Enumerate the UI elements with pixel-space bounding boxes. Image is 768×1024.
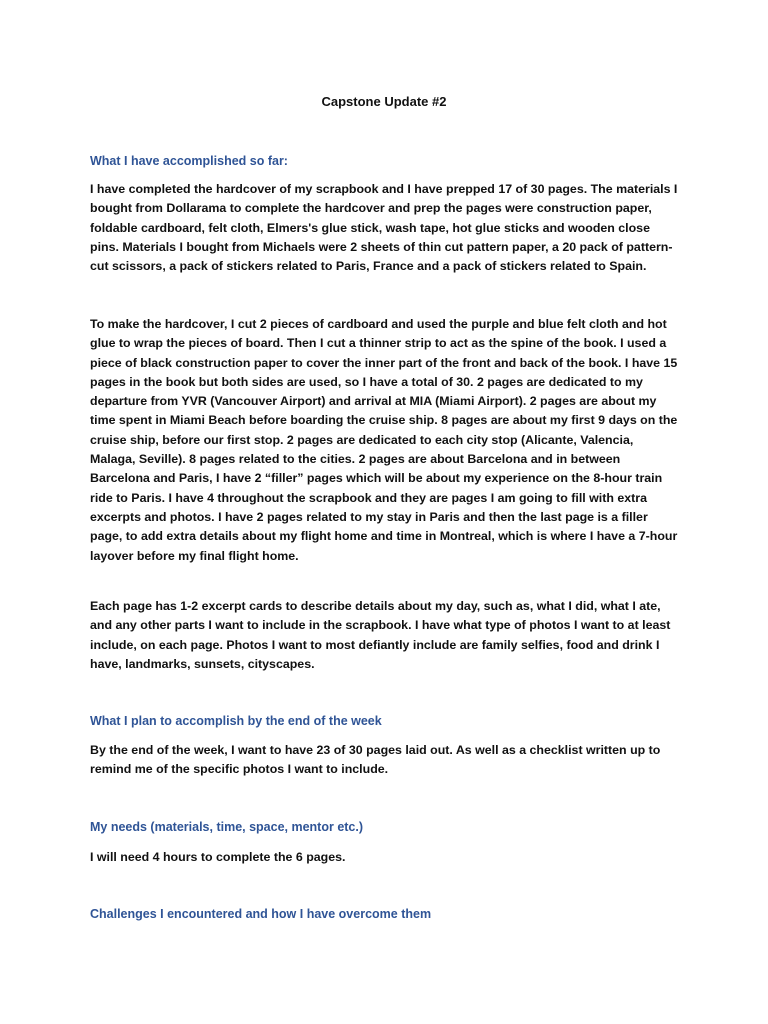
- paragraph-materials: I have completed the hardcover of my scrapbook and I have prepped 17 of 30 pages. The materials I bought from Dollarama to complete the hardcover and prep the pages were construction paper, foldable cardboard, felt cloth, Elmers's glue stick, wash tape, hot glue sticks and wooden close pins. Materials I bought from Michaels were 2 sheets of thin cut pattern paper, a 20 pack of pattern-cut scissors, a pack of stickers related to Paris, France and a pack of stickers related to Spain.: [90, 182, 678, 274]
- paragraph-hardcover: To make the hardcover, I cut 2 pieces of cardboard and used the purple and blue felt cloth and hot glue to wrap the pieces of board. Then I cut a thinner strip to act as the spine of the book. I used a piece of black construction paper to cover the inner part of the front and back of the book. I have 15 pages in the book but both sides are used, so I have a total of 30. 2 pages are dedicated to my departure from YVR (Vancouver Airport) and arrival at MIA (Miami Airport). 2 pages are about my time spent in Miami Beach before boarding the cruise ship. 8 pages are about my first 9 days on the cruise ship, before our first stop. 2 pages are dedicated to each city stop (Alicante, Valencia, Malaga, Seville). 8 pages related to the cities. 2 pages are about Barcelona and in between Barcelona and Paris, I have 2 “filler” pages which will be about my experience on the 8-hour train ride to Paris. I have 4 throughout the scrapbook and they are pages I am going to fill with extra excerpts and photos. I have 2 pages related to my stay in Paris and then the last page is a filler page, to add extra details about my flight home and time in Montreal, which is where I have a 7-hour layover before my final flight home.: [90, 317, 678, 563]
- section-heading-accomplished: What I have accomplished so far:: [90, 154, 288, 168]
- paragraph-page-contents: Each page has 1-2 excerpt cards to describe details about my day, such as, what I did, what I ate, and any other parts I want to include in the scrapbook. I have what type of photos I want to at least include, on each page. Photos I want to most defiantly include are family selfies, food and drink I have, landmarks, sunsets, cityscapes.: [90, 599, 671, 671]
- section-heading-challenges: Challenges I encountered and how I have overcome them: [90, 907, 432, 921]
- document-title: Capstone Update #2: [321, 94, 447, 109]
- paragraph-plan: By the end of the week, I want to have 23 of 30 pages laid out. As well as a checklist written up to remind me of the specific photos I want to include.: [90, 743, 661, 777]
- section-heading-plan: What I plan to accomplish by the end of the week: [90, 714, 382, 728]
- paragraph-needs: I will need 4 hours to complete the 6 pages.: [90, 850, 346, 864]
- section-heading-needs: My needs (materials, time, space, mentor etc.): [90, 820, 364, 834]
